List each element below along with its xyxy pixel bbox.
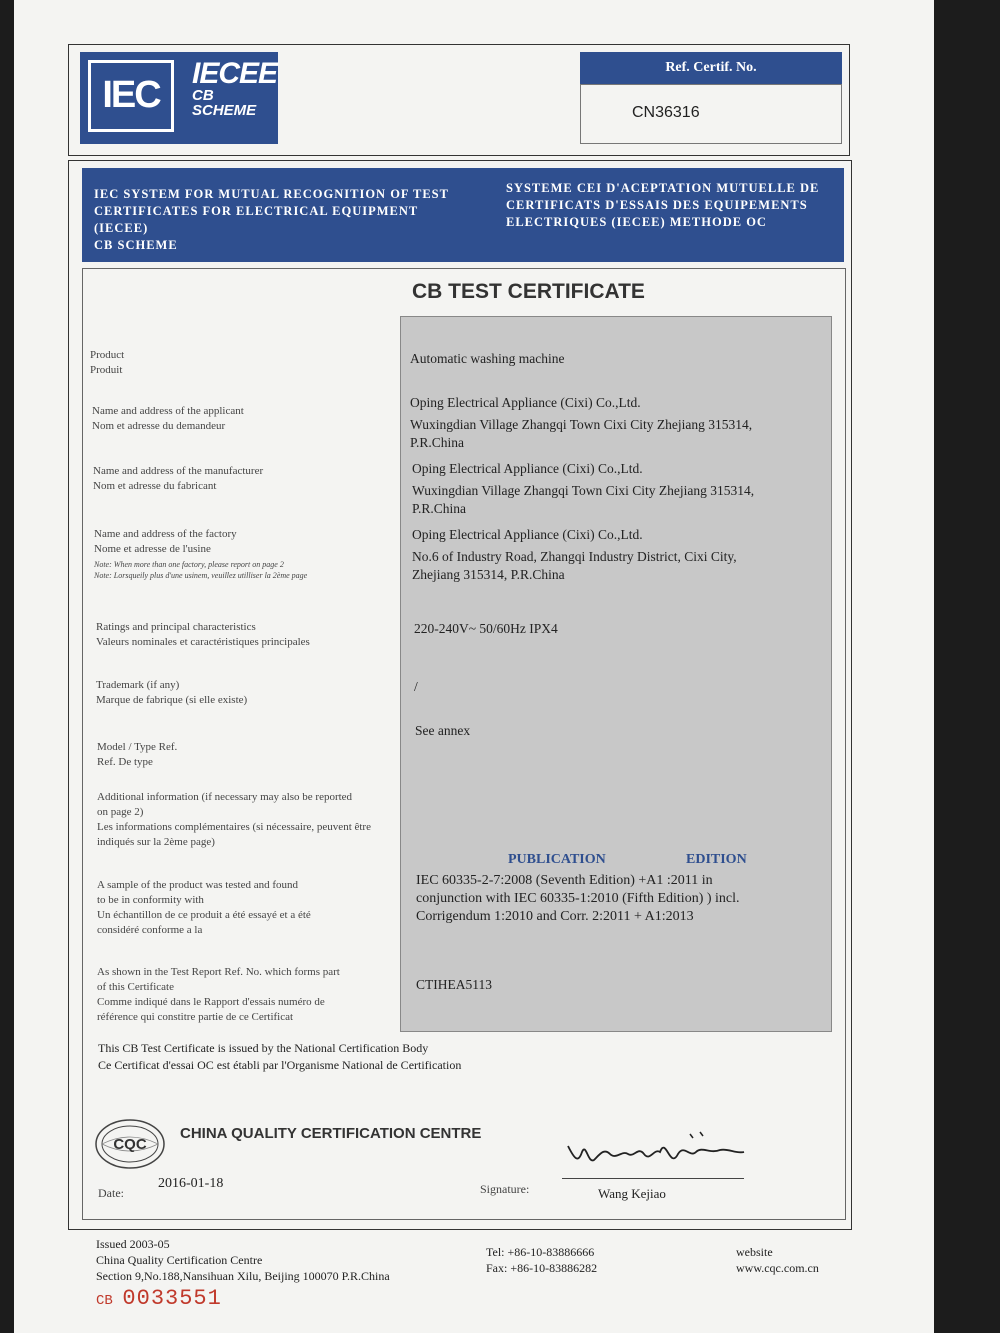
banner-fr-line: ELECTRIQUES (IECEE) METHODE OC xyxy=(506,215,767,229)
label-applicant xyxy=(92,404,244,434)
label-fr: Marque de fabrique (si elle existe) xyxy=(96,694,248,706)
label-en: of this Certificate xyxy=(97,981,174,993)
label-fr: considéré conforme a la xyxy=(97,924,203,936)
label-fr: Produit xyxy=(90,364,123,376)
value-line: Wuxingdian Village Zhangqi Town Cixi City Zhejiang 315314, xyxy=(410,417,753,432)
label-fr: Nome et adresse de l'usine xyxy=(94,543,211,555)
value-line: Wuxingdian Village Zhangqi Town Cixi City Zhejiang 315314, xyxy=(412,483,755,498)
telephone: Tel: +86-10-83886666 xyxy=(486,1245,595,1259)
label-en: Trademark (if any) xyxy=(96,679,180,691)
label-en: Name and address of the applicant xyxy=(92,405,244,417)
label-additional xyxy=(97,790,371,850)
signature-label: Signature: xyxy=(480,1182,530,1196)
label-fr: référence qui constitre partie de ce Certificat xyxy=(97,1011,294,1023)
scheme-banner-fr xyxy=(506,180,836,231)
value-line: IEC 60335-2-7:2008 (Seventh Edition) +A1 :2011 in xyxy=(416,873,713,888)
value-line: Oping Electrical Appliance (Cixi) Co.,Ltd. xyxy=(410,395,641,410)
issued-date: Issued 2003-05 xyxy=(96,1237,170,1251)
cqc-logo-icon xyxy=(92,1116,168,1172)
issued-by-en: This CB Test Certificate is issued by the National Certification Body xyxy=(98,1041,429,1055)
serial-digits: 0033551 xyxy=(122,1286,222,1311)
value-line: No.6 of Industry Road, Zhangqi Industry District, Cixi City, xyxy=(412,549,737,564)
label-manufacturer xyxy=(93,464,263,494)
value-line: Oping Electrical Appliance (Cixi) Co.,Ltd. xyxy=(412,527,643,542)
banner-en-line: IEC SYSTEM FOR MUTUAL RECOGNITION OF TEST xyxy=(94,187,449,201)
banner-fr-line: SYSTEME CEI D'ACEPTATION MUTUELLE DE xyxy=(506,181,820,195)
banner-fr-line: CERTIFICATS D'ESSAIS DES EQUIPEMENTS xyxy=(506,198,808,212)
label-fr: Ref. De type xyxy=(97,756,153,768)
label-fr: Valeurs nominales et caractéristiques principales xyxy=(96,636,310,648)
iecee-logo-title: IECEE xyxy=(192,57,278,90)
value-applicant xyxy=(410,394,752,452)
factory-note: Note: Lorsqueily plus d'une usinem, veuillez utilliser la 2ème page xyxy=(94,571,308,580)
label-en: to be in conformity with xyxy=(97,894,204,906)
banner-en-line: CERTIFICATES FOR ELECTRICAL EQUIPMENT (IECEE) xyxy=(94,204,418,235)
value-factory xyxy=(412,526,737,584)
scheme-banner xyxy=(82,168,844,262)
value-line: Oping Electrical Appliance (Cixi) Co.,Ltd. xyxy=(412,461,643,476)
value-report-number: CTIHEA5113 xyxy=(416,977,492,992)
value-model: See annex xyxy=(415,723,471,738)
date-label: Date: xyxy=(98,1186,124,1200)
iecee-logo-cb: CB xyxy=(192,87,214,104)
issuer-info xyxy=(96,1236,390,1284)
publication-heading: PUBLICATION xyxy=(508,852,606,867)
scheme-banner-en xyxy=(94,186,474,254)
label-fr: Nom et adresse du fabricant xyxy=(93,480,217,492)
banner-en-line: CB SCHEME xyxy=(94,238,178,252)
certificate-title: CB TEST CERTIFICATE xyxy=(412,280,645,303)
label-report xyxy=(97,965,340,1025)
label-factory xyxy=(94,527,307,581)
value-standard xyxy=(416,872,740,926)
issuer-org: China Quality Certification Centre xyxy=(96,1253,263,1267)
iecee-logo xyxy=(192,57,278,119)
value-line: Corrigendum 1:2010 and Corr. 2:2011 + A1:2013 xyxy=(416,909,694,924)
label-model xyxy=(97,740,177,770)
contact-info xyxy=(486,1244,597,1276)
website-info xyxy=(736,1244,819,1276)
issued-by-statement xyxy=(98,1040,461,1074)
cqc-logo-text: CQC xyxy=(113,1136,147,1153)
value-product: Automatic washing machine xyxy=(410,351,565,366)
label-ratings xyxy=(96,620,310,650)
iec-logo-text: IEC xyxy=(88,60,174,132)
value-line: conjunction with IEC 60335-1:2010 (Fifth Edition) ) incl. xyxy=(416,891,740,906)
label-en: A sample of the product was tested and found xyxy=(97,879,299,891)
issuer-address: Section 9,No.188,Nansihuan Xilu, Beijing 100070 P.R.China xyxy=(96,1269,390,1283)
label-trademark xyxy=(96,678,247,708)
label-fr: Les informations complémentaires (si nécessaire, peuvent être xyxy=(97,821,371,833)
value-line: P.R.China xyxy=(412,501,467,516)
value-ratings: 220-240V~ 50/60Hz IPX4 xyxy=(414,621,558,636)
ref-certif-box xyxy=(580,84,842,144)
issued-by-fr: Ce Certificat d'essai OC est établi par l'Organisme National de Certification xyxy=(98,1058,462,1072)
ref-certif-number: CN36316 xyxy=(632,104,700,121)
edition-heading: EDITION xyxy=(686,852,747,867)
label-fr: Comme indiqué dans le Rapport d'essais numéro de xyxy=(97,996,325,1008)
serial-prefix: CB xyxy=(96,1293,113,1309)
label-en: Additional information (if necessary may also be reported xyxy=(97,791,353,803)
website-url: www.cqc.com.cn xyxy=(736,1261,819,1275)
label-sample xyxy=(97,878,311,938)
label-en: Ratings and principal characteristics xyxy=(96,621,256,633)
issue-date: 2016-01-18 xyxy=(158,1176,224,1191)
value-manufacturer xyxy=(412,460,754,518)
factory-note: Note: When more than one factory, please report on page 2 xyxy=(94,560,284,569)
certification-body-name: CHINA QUALITY CERTIFICATION CENTRE xyxy=(180,1125,482,1142)
label-en: As shown in the Test Report Ref. No. which forms part xyxy=(97,966,340,978)
fax: Fax: +86-10-83886282 xyxy=(486,1261,598,1275)
value-line: P.R.China xyxy=(410,435,465,450)
label-fr: indiqués sur la 2ème page) xyxy=(97,836,215,848)
label-en: Model / Type Ref. xyxy=(97,741,178,753)
value-trademark: / xyxy=(414,679,418,694)
serial-number xyxy=(96,1286,222,1311)
handwritten-signature xyxy=(560,1124,750,1176)
label-product xyxy=(90,348,124,378)
website-label: website xyxy=(736,1245,773,1259)
ref-certif-label: Ref. Certif. No. xyxy=(580,52,842,84)
signature-line xyxy=(562,1178,744,1179)
label-en: Name and address of the factory xyxy=(94,528,237,540)
value-line: Zhejiang 315314, P.R.China xyxy=(412,567,565,582)
label-en: Product xyxy=(90,349,125,361)
label-en: on page 2) xyxy=(97,806,144,818)
signatory-name: Wang Kejiao xyxy=(598,1186,666,1201)
label-fr: Un échantillon de ce produit a été essayé et a été xyxy=(97,909,311,921)
label-fr: Nom et adresse du demandeur xyxy=(92,420,226,432)
iecee-logo-scheme: SCHEME xyxy=(192,102,257,119)
label-en: Name and address of the manufacturer xyxy=(93,465,264,477)
